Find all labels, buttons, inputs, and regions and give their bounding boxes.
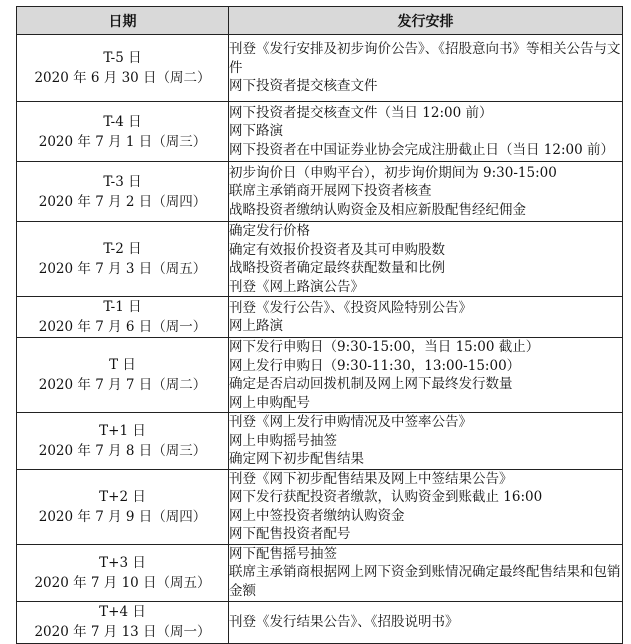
arrangement-item: 初步询价日（申购平台），初步询价期间为 9:30-15:00 — [229, 164, 557, 181]
date-cell — [17, 469, 229, 544]
arrangement-item: 网下投资者提交核查文件 — [229, 78, 378, 95]
trading-day-label: T-3 日 — [103, 173, 142, 190]
arrangement-item: 刊登《发行安排及初步询价公告》、《招股意向书》等相关公告与文件 — [229, 41, 621, 76]
arrangement-cell — [229, 222, 623, 297]
table-row — [17, 35, 623, 102]
date-cell — [17, 338, 229, 413]
arrangement-cell — [229, 297, 623, 338]
trading-day-label: T-4 日 — [103, 113, 142, 130]
trading-day-label: T+3 日 — [99, 554, 146, 571]
table-row — [17, 544, 623, 601]
date-cell — [17, 297, 229, 338]
trading-day-label: T-2 日 — [103, 241, 142, 257]
date-cell — [17, 35, 229, 102]
calendar-date: 2020 年 7 月 3 日（周五） — [38, 261, 207, 277]
calendar-date: 2020 年 7 月 13 日（周一） — [34, 624, 211, 640]
date-cell — [17, 162, 229, 222]
arrangement-cell — [229, 162, 623, 222]
arrangement-cell — [229, 469, 623, 544]
arrangement-item: 联席主承销商根据网上网下资金到账情况确定最终配售结果和包销金额 — [229, 564, 621, 599]
arrangement-cell — [229, 102, 623, 162]
header-arrangement: 发行安排 — [229, 7, 623, 35]
trading-day-label: T-1 日 — [103, 299, 142, 315]
table-row — [17, 102, 623, 162]
arrangement-item: 网下发行获配投资者缴款，认购资金到账截止 16:00 — [229, 489, 543, 505]
trading-day-label: T+4 日 — [99, 604, 146, 620]
arrangement-cell — [229, 35, 623, 102]
arrangement-item: 网下路演 — [229, 123, 283, 140]
arrangement-item: 联席主承销商开展网下投资者核查 — [229, 183, 432, 200]
trading-day-label: T+1 日 — [99, 422, 146, 439]
arrangement-item: 网上发行申购日（9:30-11:30，13:00-15:00） — [229, 357, 521, 374]
arrangement-item: 刊登《发行公告》、《投资风险特别公告》 — [229, 299, 472, 316]
arrangement-item: 网下配售投资者配号 — [229, 526, 351, 542]
calendar-date: 2020 年 7 月 7 日（周二） — [38, 377, 207, 393]
calendar-date: 2020 年 7 月 10 日（周五） — [34, 574, 211, 591]
arrangement-item: 网上中签投资者缴纳认购资金 — [229, 507, 405, 524]
table-row — [17, 297, 623, 338]
table-row — [17, 469, 623, 544]
arrangement-item: 刊登《发行结果公告》、《招股说明书》 — [229, 613, 459, 630]
arrangement-item: 网下投资者在中国证券业协会完成注册截止日（当日 12:00 前） — [229, 141, 614, 158]
arrangement-item: 网上申购摇号抽签 — [229, 432, 337, 449]
date-cell — [17, 413, 229, 470]
arrangement-item: 网下投资者提交核查文件（当日 12:00 前） — [229, 104, 493, 121]
table-row — [17, 338, 623, 413]
table-row — [17, 222, 623, 297]
arrangement-item: 网上申购配号 — [229, 394, 310, 411]
page-footer-fragment — [16, 628, 622, 637]
arrangement-item: 确定有效报价投资者及其可申购股数 — [229, 241, 445, 258]
arrangement-item: 战略投资者确定最终获配数量和比例 — [229, 260, 445, 276]
arrangement-cell — [229, 338, 623, 413]
table-row — [17, 162, 623, 222]
arrangement-item: 刊登《网下初步配售结果及网上中签结果公告》 — [229, 470, 513, 487]
table-body — [17, 35, 623, 644]
date-cell — [17, 222, 229, 297]
arrangement-item: 网上路演 — [229, 318, 283, 334]
calendar-date: 2020 年 7 月 2 日（周四） — [38, 193, 207, 210]
arrangement-cell — [229, 544, 623, 601]
arrangement-item: 刊登《网上路演公告》 — [229, 278, 364, 295]
header-date: 日期 — [17, 7, 229, 35]
arrangement-item: 确定发行价格 — [229, 223, 310, 239]
arrangement-item: 确定是否启动回拨机制及网上网下最终发行数量 — [229, 376, 513, 392]
calendar-date: 2020 年 7 月 1 日（周三） — [38, 133, 207, 150]
issuance-schedule-table — [16, 6, 623, 644]
calendar-date: 2020 年 6 月 30 日（周二） — [34, 70, 211, 86]
arrangement-item: 确定网下初步配售结果 — [229, 451, 364, 467]
arrangement-cell — [229, 413, 623, 470]
trading-day-label: T-5 日 — [103, 50, 142, 66]
trading-day-label: T+2 日 — [99, 488, 146, 505]
arrangement-item: 战略投资者缴纳认购资金及相应新股配售经纪佣金 — [229, 201, 526, 218]
calendar-date: 2020 年 7 月 8 日（周三） — [38, 442, 207, 459]
table-row — [17, 413, 623, 470]
arrangement-item: 网下发行申购日（9:30-15:00，当日 15:00 截止） — [229, 339, 540, 355]
arrangement-item: 刊登《网上发行申购情况及中签率公告》 — [229, 414, 472, 430]
date-cell — [17, 102, 229, 162]
table-header-row — [17, 7, 623, 35]
date-cell — [17, 544, 229, 601]
calendar-date: 2020 年 7 月 6 日（周一） — [38, 319, 207, 335]
arrangement-item: 网下配售摇号抽签 — [229, 545, 337, 562]
calendar-date: 2020 年 7 月 9 日（周四） — [38, 508, 207, 525]
trading-day-label: T 日 — [109, 357, 136, 373]
